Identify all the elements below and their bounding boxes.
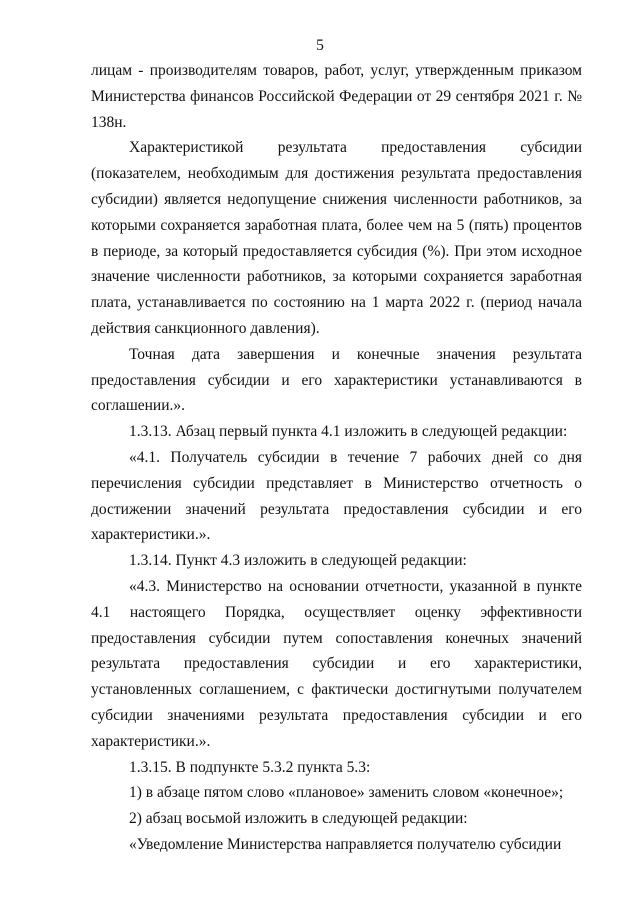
paragraph: Характеристикой результата предоставления субсидии (показателем, необходимым для достижения результата предоставления субсидии) является недопущение снижения численности работников, за которыми сохраняется заработная плата, более чем на 5 (пять) процентов в периоде, за который предоставляется субсидия (%). При этом исходное значение численности работников, за которыми сохраняется заработная плата, устанавливается по состоянию на 1 марта 2022 г. (период начала действия санкционного давления). — [91, 139, 582, 337]
paragraph: «4.3. Министерство на основании отчетности, указанной в пункте 4.1 настоящего Порядка, осуществляет оценку эффективности предоставления субсидии путем сопоставления конечных значений результата предоставления субсидии и его характеристики, установленных соглашением, с фактически достигнутыми получателем субсидии значениями результата предоставления субсидии и его характеристики.». — [91, 577, 582, 750]
paragraph: 1.3.13. Абзац первый пункта 4.1 изложить в следующей редакции: — [129, 423, 568, 441]
paragraph: «4.1. Получатель субсидии в течение 7 рабочих дней со дня перечисления субсидии представляет в Министерство отчетность о достижении значений результата предоставления субсидии и его характеристики.». — [91, 448, 582, 544]
paragraph: 1.3.14. Пункт 4.3 изложить в следующей редакции: — [129, 552, 467, 570]
paragraph: 1.3.15. В подпункте 5.3.2 пункта 5.3: — [129, 758, 371, 776]
paragraph: Точная дата завершения и конечные значения результата предоставления субсидии и его характеристики устанавливаются в соглашении.». — [91, 345, 582, 415]
document-body — [91, 58, 582, 858]
paragraph: 2) абзац восьмой изложить в следующей редакции: — [129, 810, 468, 828]
paragraph: лицам - производителям товаров, работ, услуг, утвержденным приказом Министерства финансов Российской Федерации от 29 сентября 2021 г. № 138н. — [91, 62, 582, 131]
paragraph: «Уведомление Министерства направляется получателю субсидии — [129, 835, 562, 853]
page-number: 5 — [316, 37, 324, 54]
paragraph: 1) в абзаце пятом слово «плановое» заменить словом «конечное»; — [129, 784, 564, 802]
